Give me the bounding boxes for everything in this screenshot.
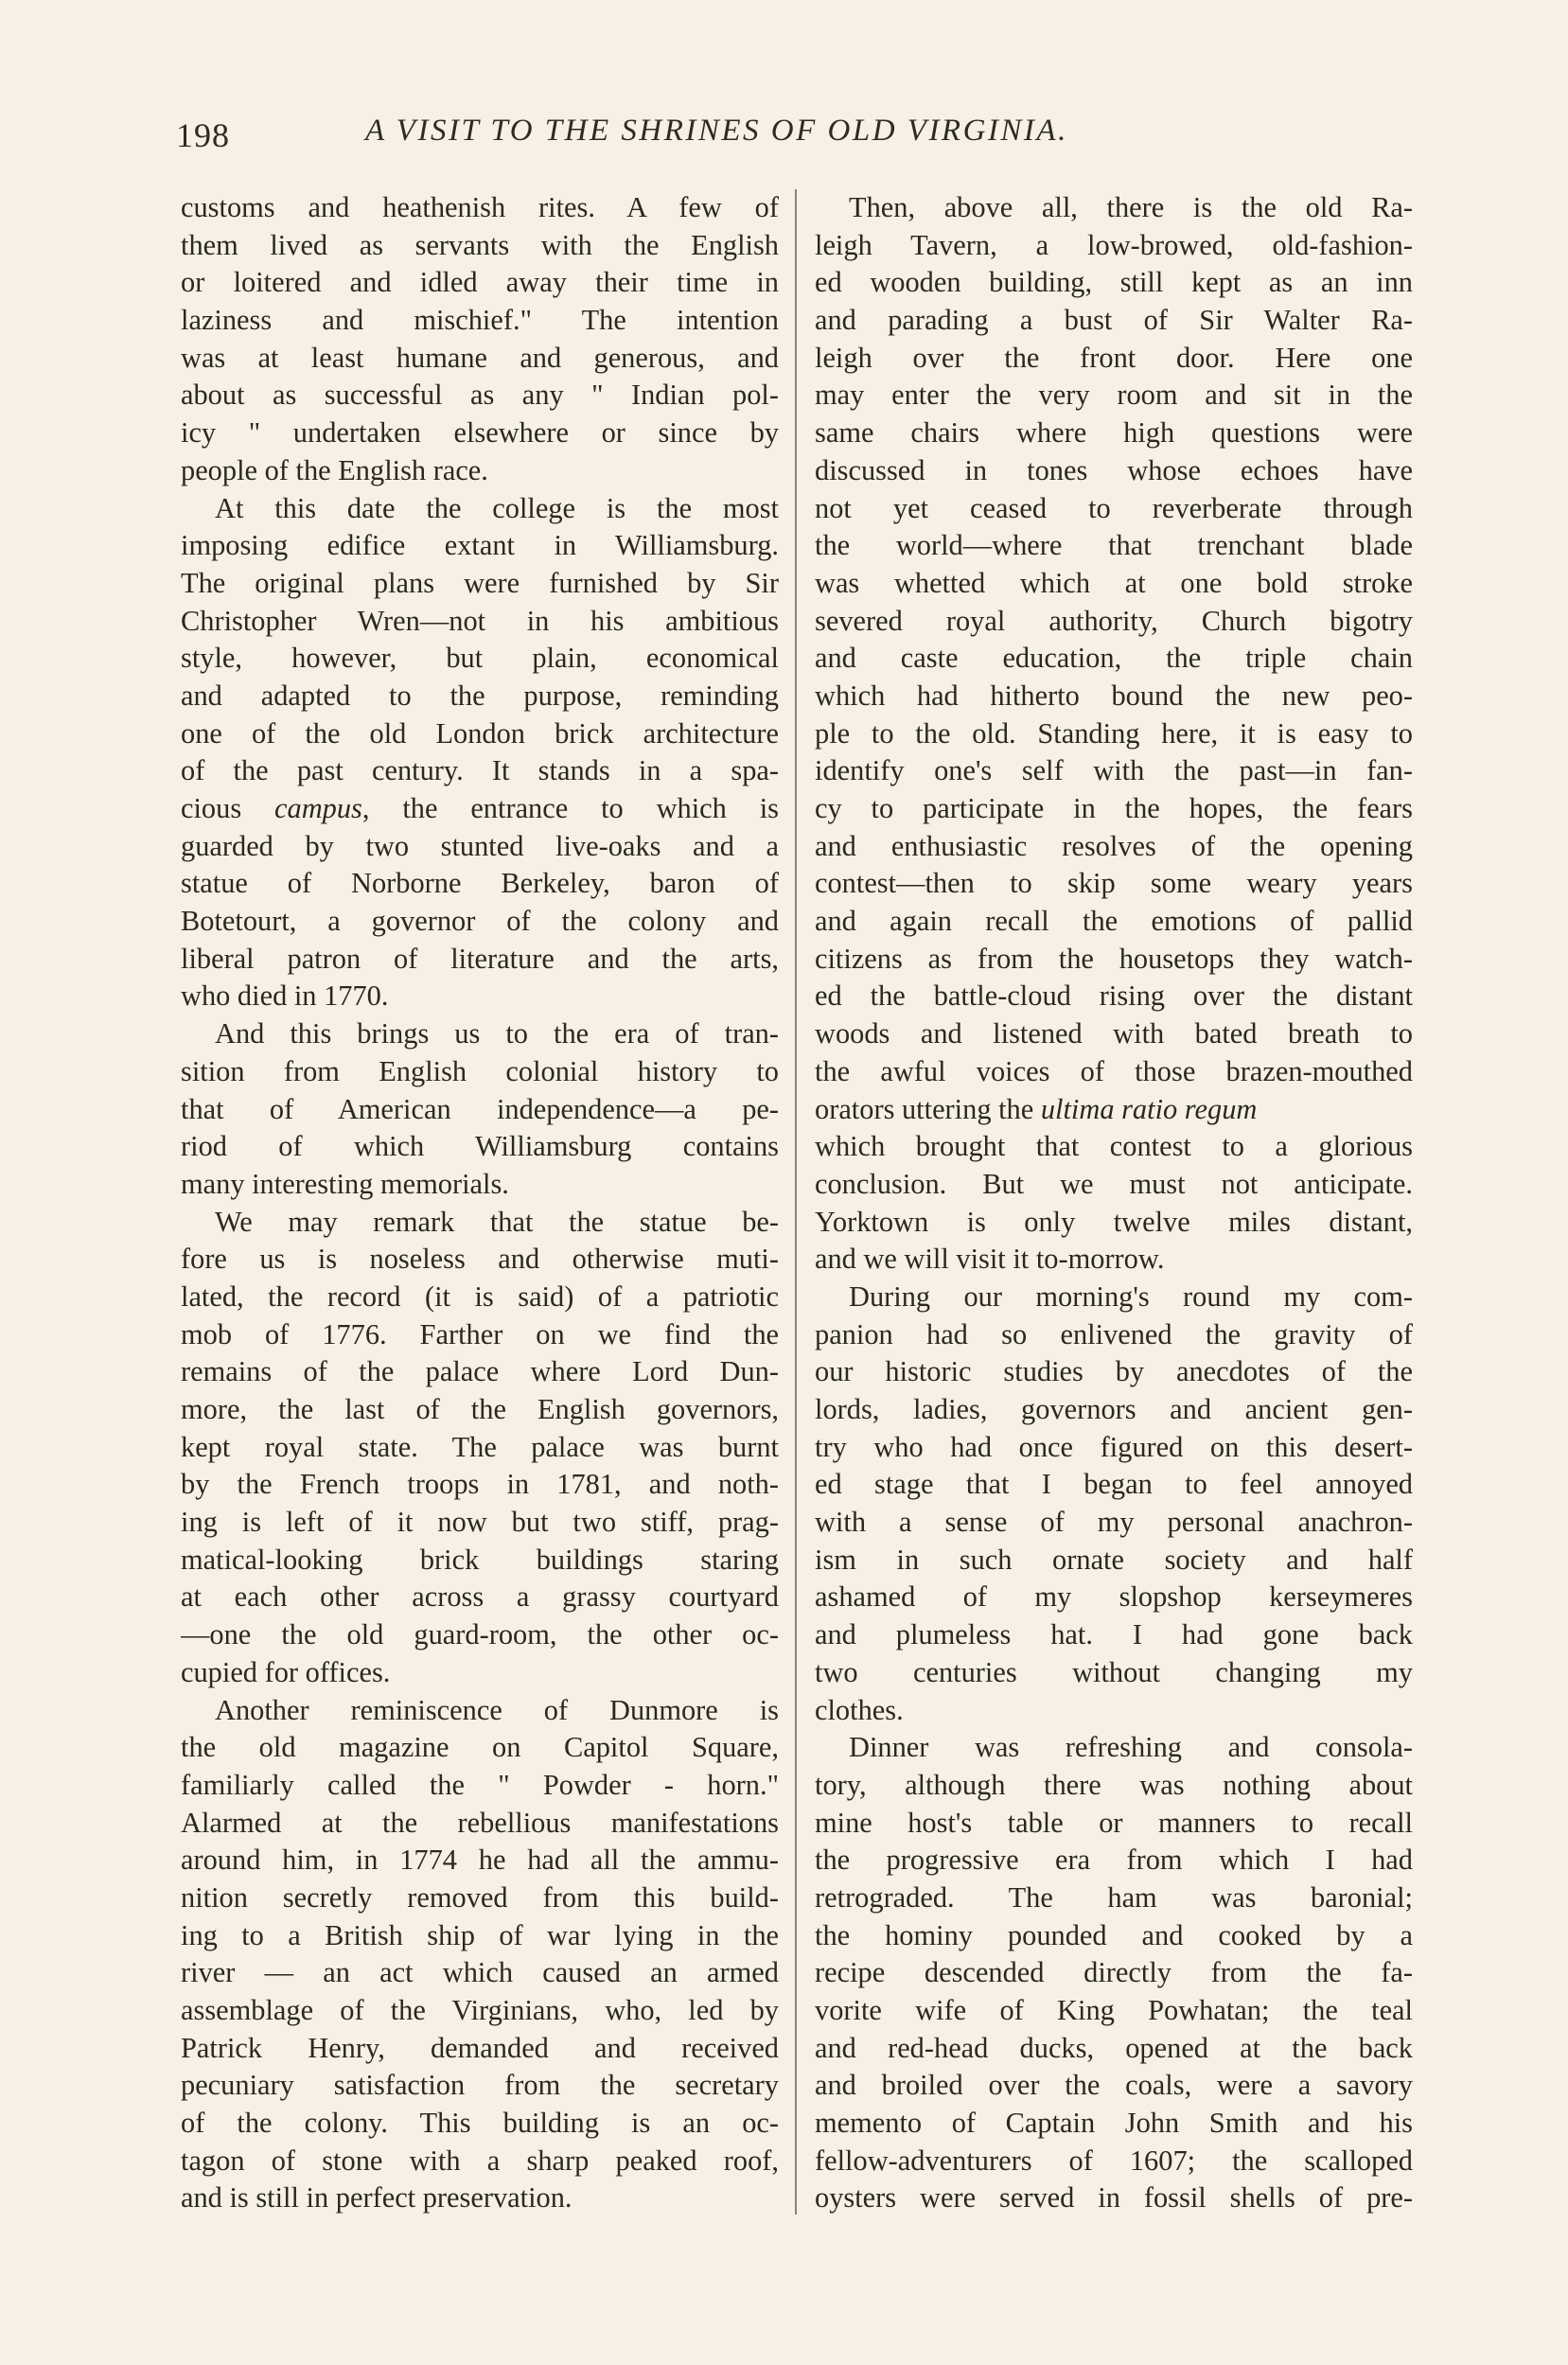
text-line: guarded by two stunted live-oaks and a: [181, 829, 779, 862]
text-line: Botetourt, a governor of the colony and: [181, 905, 779, 938]
text-line: with a sense of my personal anachron-: [815, 1506, 1413, 1539]
text-segment: orators uttering the: [815, 1092, 1041, 1125]
text-line: fellow-adventurers of 1607; the scalloped: [815, 2144, 1413, 2177]
text-line: many interesting memorials.: [181, 1167, 509, 1200]
text-line: severed royal authority, Church bigotry: [815, 604, 1413, 637]
text-line: Patrick Henry, demanded and received: [181, 2031, 779, 2064]
text-line: around him, in 1774 he had all the ammu-: [181, 1844, 779, 1877]
text-line: at each other across a grassy courtyard: [181, 1580, 779, 1614]
text-line: our historic studies by anecdotes of the: [815, 1355, 1413, 1388]
text-line: kept royal state. The palace was burnt: [181, 1430, 779, 1463]
text-line: matical-looking brick buildings staring: [181, 1543, 779, 1576]
left-text-column: [181, 189, 779, 2217]
text-line: retrograded. The ham was baronial;: [815, 1880, 1413, 1914]
text-line: The original plans were furnished by Sir: [181, 566, 779, 599]
text-line: and we will visit it to-morrow.: [815, 1243, 1165, 1276]
text-line: assemblage of the Virginians, who, led by: [181, 1994, 779, 2026]
text-line: citizens as from the housetops they watch-: [815, 942, 1413, 975]
text-line: which had hitherto bound the new peo-: [815, 679, 1413, 712]
text-line: ashamed of my slopshop kerseymeres: [815, 1580, 1413, 1614]
text-segment: cious: [181, 792, 275, 824]
text-line: ing is left of it now but two stiff, prag-: [181, 1506, 779, 1539]
running-title: A VISIT TO THE SHRINES OF OLD VIRGINIA.: [365, 114, 1068, 148]
text-line: two centuries without changing my: [815, 1655, 1413, 1688]
text-line: or loitered and idled away their time in: [181, 266, 779, 299]
text-line: of the colony. This building is an oc-: [181, 2107, 779, 2140]
text-segment: , the entrance to which is: [361, 792, 779, 824]
text-line: ed wooden building, still kept as an inn: [815, 266, 1413, 299]
text-line: the hominy pounded and cooked by a: [815, 1918, 1413, 1951]
text-line: laziness and mischief." The intention: [181, 304, 779, 337]
text-line: riod of which Williamsburg contains: [181, 1130, 779, 1163]
text-line: At this date the college is the most: [215, 491, 779, 524]
text-line: icy " undertaken elsewhere or since by: [181, 416, 779, 450]
text-line: and red-head ducks, opened at the back: [815, 2031, 1413, 2064]
text-line: And this brings us to the era of tran-: [215, 1017, 779, 1050]
page-header: [176, 112, 1416, 159]
text-line: and parading a bust of Sir Walter Ra-: [815, 304, 1413, 337]
text-line: Dinner was refreshing and consola-: [849, 1731, 1413, 1764]
text-line: sition from English colonial history to: [181, 1054, 779, 1087]
text-line: Alarmed at the rebellious manifestations: [181, 1806, 779, 1839]
text-line: more, the last of the English governors,: [181, 1393, 779, 1425]
text-line: not yet ceased to reverberate through: [815, 491, 1413, 524]
text-line: ed the battle-cloud rising over the distant: [815, 980, 1413, 1013]
text-line: tagon of stone with a sharp peaked roof,: [181, 2144, 779, 2177]
text-line: which brought that contest to a glorious: [815, 1130, 1413, 1163]
text-line: and caste education, the triple chain: [815, 642, 1413, 675]
text-line: oysters were served in fossil shells of pre-: [815, 2181, 1413, 2215]
right-text-column: [815, 189, 1413, 2217]
text-line: cupied for offices.: [181, 1655, 391, 1688]
text-line: lated, the record (it is said) of a patriotic: [181, 1280, 779, 1313]
text-line: —one the old guard-room, the other oc-: [181, 1618, 779, 1651]
text-line: Yorktown is only twelve miles distant,: [815, 1205, 1413, 1238]
text-line: memento of Captain John Smith and his: [815, 2107, 1413, 2140]
text-line: panion had so enlivened the gravity of: [815, 1317, 1413, 1350]
text-line: clothes.: [815, 1693, 904, 1726]
text-line: conclusion. But we must not anticipate.: [815, 1167, 1413, 1200]
italic-term: ultima ratio regum: [1040, 1092, 1258, 1125]
text-line: Then, above all, there is the old Ra-: [849, 191, 1413, 223]
text-line: and is still in perfect preservation.: [181, 2181, 573, 2215]
text-line: and again recall the emotions of pallid: [815, 905, 1413, 938]
text-line: statue of Norborne Berkeley, baron of: [181, 867, 779, 900]
text-line: Christopher Wren—not in his ambitious: [181, 604, 779, 637]
text-line: and adapted to the purpose, reminding: [181, 679, 779, 712]
text-line: the old magazine on Capitol Square,: [181, 1731, 779, 1764]
italic-term: campus: [274, 792, 362, 824]
text-line: woods and listened with bated breath to: [815, 1017, 1413, 1050]
column-divider: [795, 189, 797, 2215]
text-line: same chairs where high questions were: [815, 416, 1413, 450]
text-line: leigh Tavern, a low-browed, old-fashion-: [815, 228, 1413, 261]
text-line: cy to participate in the hopes, the fears: [815, 792, 1413, 824]
text-line: of the past century. It stands in a spa-: [181, 754, 779, 787]
text-line: [815, 1091, 1413, 1129]
text-line: the world—where that trenchant blade: [815, 529, 1413, 562]
text-line: was at least humane and generous, and: [181, 341, 779, 374]
text-line: who died in 1770.: [181, 980, 389, 1013]
text-line: ing to a British ship of war lying in the: [181, 1918, 779, 1951]
text-line: Another reminiscence of Dunmore is: [215, 1693, 779, 1726]
text-line: the progressive era from which I had: [815, 1844, 1413, 1877]
text-line: the awful voices of those brazen-mouthed: [815, 1054, 1413, 1087]
text-line: customs and heathenish rites. A few of: [181, 191, 779, 223]
text-line: them lived as servants with the English: [181, 228, 779, 261]
text-line: imposing edifice extant in Williamsburg.: [181, 529, 779, 562]
text-line: about as successful as any " Indian pol-: [181, 379, 779, 412]
text-line: leigh over the front door. Here one: [815, 341, 1413, 374]
text-line: recipe descended directly from the fa-: [815, 1956, 1413, 1989]
text-line: ed stage that I began to feel annoyed: [815, 1468, 1413, 1501]
text-line: ple to the old. Standing here, it is easy to: [815, 716, 1413, 750]
text-line: familiarly called the " Powder - horn.": [181, 1768, 779, 1801]
text-line: lords, ladies, governors and ancient gen-: [815, 1393, 1413, 1425]
page-number: 198: [176, 116, 230, 154]
text-line: [181, 790, 779, 828]
text-line: was whetted which at one bold stroke: [815, 566, 1413, 599]
text-line: pecuniary satisfaction from the secretary: [181, 2069, 779, 2102]
text-line: liberal patron of literature and the arts,: [181, 942, 779, 975]
text-line: style, however, but plain, economical: [181, 642, 779, 675]
text-line: discussed in tones whose echoes have: [815, 453, 1413, 486]
text-line: that of American independence—a pe-: [181, 1092, 779, 1125]
text-line: people of the English race.: [181, 453, 488, 486]
text-line: one of the old London brick architecture: [181, 716, 779, 750]
text-line: tory, although there was nothing about: [815, 1768, 1413, 1801]
text-line: mob of 1776. Farther on we find the: [181, 1317, 779, 1350]
text-line: mine host's table or manners to recall: [815, 1806, 1413, 1839]
text-line: nition secretly removed from this build-: [181, 1880, 779, 1914]
text-line: try who had once figured on this desert-: [815, 1430, 1413, 1463]
text-line: river — an act which caused an armed: [181, 1956, 779, 1989]
text-line: We may remark that the statue be-: [215, 1205, 779, 1238]
text-line: ism in such ornate society and half: [815, 1543, 1413, 1576]
text-line: During our morning's round my com-: [849, 1280, 1413, 1313]
text-line: may enter the very room and sit in the: [815, 379, 1413, 412]
text-line: and broiled over the coals, were a savory: [815, 2069, 1413, 2102]
text-line: contest—then to skip some weary years: [815, 867, 1413, 900]
text-line: vorite wife of King Powhatan; the teal: [815, 1994, 1413, 2026]
text-line: fore us is noseless and otherwise muti-: [181, 1243, 779, 1276]
text-line: by the French troops in 1781, and noth-: [181, 1468, 779, 1501]
text-line: and enthusiastic resolves of the opening: [815, 829, 1413, 862]
text-line: identify one's self with the past—in fan-: [815, 754, 1413, 787]
text-line: remains of the palace where Lord Dun-: [181, 1355, 779, 1388]
text-line: and plumeless hat. I had gone back: [815, 1618, 1413, 1651]
